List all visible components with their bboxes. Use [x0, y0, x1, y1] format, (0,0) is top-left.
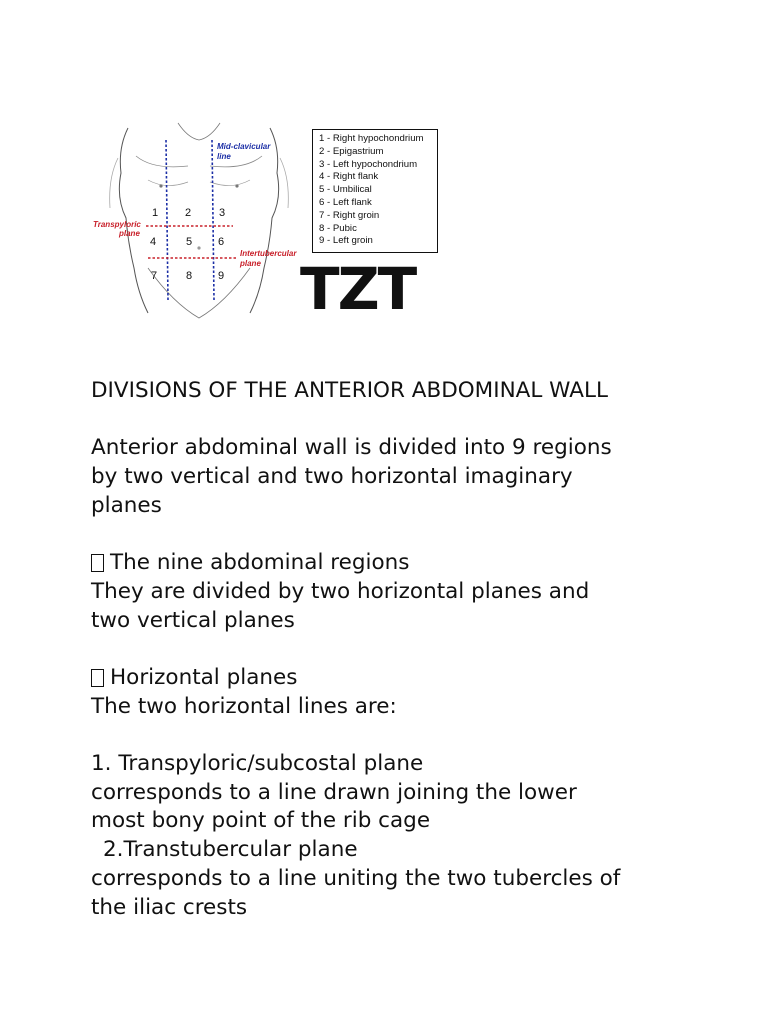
region-number: 1	[152, 207, 159, 219]
section-heading-text: The nine abdominal regions	[110, 550, 410, 576]
paragraph-line: corresponds to a line drawn joining the lower	[91, 779, 577, 805]
midclavicular-label: line	[217, 152, 231, 161]
paragraph-line: The two horizontal lines are:	[91, 693, 397, 719]
region-number: 9	[218, 270, 225, 282]
legend-item: 7 - Right groin	[319, 209, 380, 221]
region-number: 5	[186, 236, 193, 248]
paragraph-line: two vertical planes	[91, 607, 295, 633]
region-number: 8	[186, 270, 193, 282]
region-number: 3	[219, 207, 226, 219]
region-legend	[312, 129, 438, 253]
intertubercular-label: plane	[240, 259, 261, 268]
list-item-title: 1. Transpyloric/subcostal plane	[91, 751, 424, 777]
transpyloric-label: plane	[119, 229, 140, 238]
paragraph-line: corresponds to a line uniting the two tubercles of	[91, 865, 621, 891]
legend-item: 9 - Left groin	[319, 235, 373, 247]
missing-glyph-icon	[91, 554, 104, 572]
legend-item: 6 - Left flank	[319, 196, 372, 208]
legend-item: 3 - Left hypochondrium	[319, 158, 418, 170]
legend-item: 2 - Epigastrium	[319, 145, 384, 157]
document-body	[91, 377, 731, 922]
intertubercular-label: Intertubercular	[240, 249, 297, 258]
midclavicular-label: Mid-clavicular	[217, 142, 271, 151]
list-item-title: 2.Transtubercular plane	[103, 837, 358, 863]
paragraph-line: planes	[91, 492, 162, 518]
paragraph-line: Anterior abdominal wall is divided into 9 regions	[91, 435, 612, 461]
document-title: DIVISIONS OF THE ANTERIOR ABDOMINAL WALL	[91, 378, 608, 403]
legend-item: 5 - Umbilical	[319, 184, 372, 196]
section-heading-text: Horizontal planes	[110, 664, 298, 690]
paragraph-line: They are divided by two horizontal planes and	[91, 578, 590, 604]
legend-item: 1 - Right hypochondrium	[319, 133, 424, 144]
region-number: 6	[218, 236, 225, 248]
section-heading	[91, 664, 731, 693]
paragraph-line: the iliac crests	[91, 894, 248, 920]
tzt-logo: TZT	[300, 255, 416, 323]
region-number: 7	[151, 270, 158, 282]
paragraph-line: by two vertical and two horizontal imaginary	[91, 464, 573, 490]
section-heading	[91, 549, 731, 578]
legend-item: 8 - Pubic	[319, 222, 357, 234]
torso-illustration	[88, 118, 308, 323]
region-number: 4	[150, 236, 157, 248]
figure	[0, 0, 768, 330]
region-number: 2	[185, 207, 192, 219]
legend-item: 4 - Right flank	[319, 171, 379, 183]
abdominal-regions-diagram	[88, 118, 308, 323]
transpyloric-label: Transpyloric	[93, 220, 141, 229]
missing-glyph-icon	[91, 669, 104, 687]
paragraph-line: most bony point of the rib cage	[91, 808, 431, 834]
